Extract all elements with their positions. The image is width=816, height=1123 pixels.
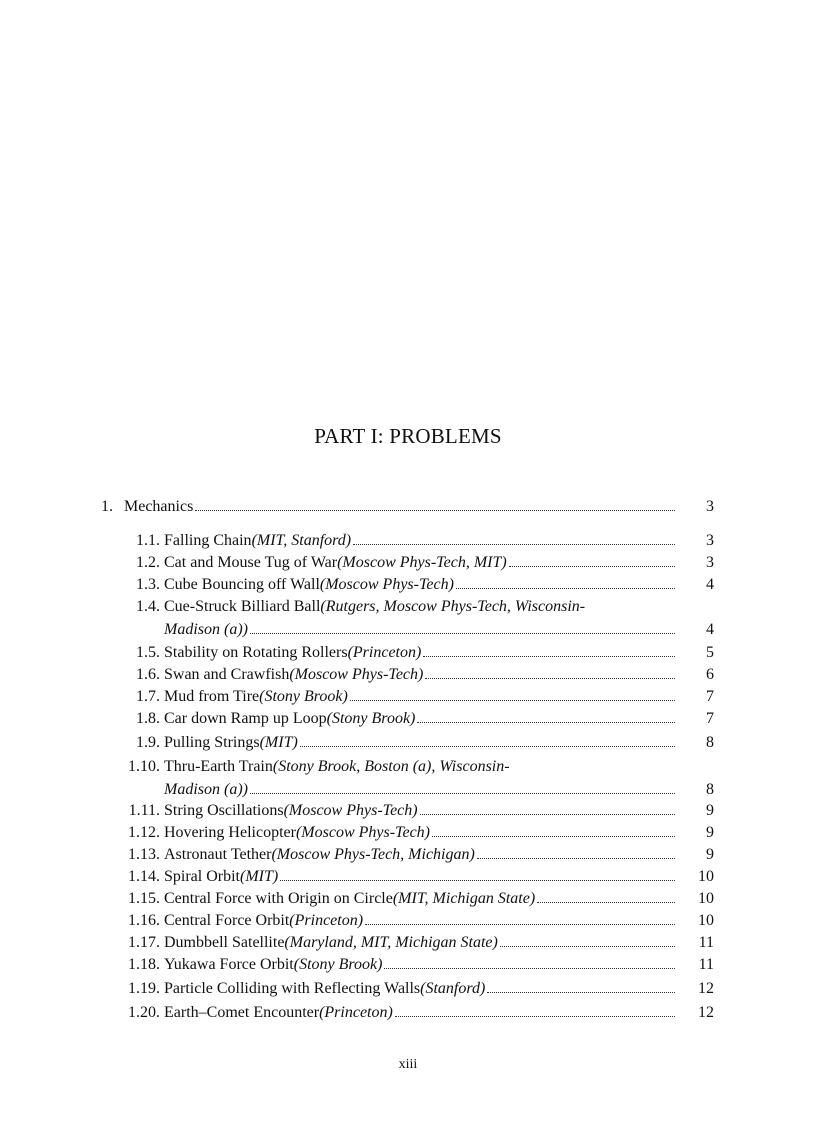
chapter-page: 3 xyxy=(706,498,714,515)
entry-page: 10 xyxy=(698,890,714,907)
entry-number: 1.10. xyxy=(128,758,160,775)
toc-entry-continuation[interactable] xyxy=(0,620,816,642)
leader-dots xyxy=(250,632,675,634)
entry-title-line xyxy=(164,531,677,551)
entry-title: Spiral Orbit xyxy=(164,868,240,885)
entry-institutions: (Moscow Phys-Tech) xyxy=(319,576,454,593)
leader-dots xyxy=(250,792,675,794)
entry-institutions: (Moscow Phys-Tech, MIT) xyxy=(337,554,507,571)
chapter-row[interactable] xyxy=(0,497,816,519)
entry-page: 7 xyxy=(706,710,714,727)
toc-entry[interactable] xyxy=(0,553,816,575)
entry-institutions: (Stony Brook, Boston (a), Wisconsin- xyxy=(272,758,510,775)
leader-dots xyxy=(417,721,675,723)
entry-number: 1.5. xyxy=(136,644,160,661)
toc-entry[interactable] xyxy=(0,801,816,823)
entry-title-line xyxy=(164,733,677,753)
page-number: xiii xyxy=(398,1057,418,1072)
entry-title: Cube Bouncing off Wall xyxy=(164,576,320,593)
entry-number: 1.15. xyxy=(128,890,160,907)
entry-page: 9 xyxy=(706,802,714,819)
entry-number: 1.7. xyxy=(136,688,160,705)
leader-dots xyxy=(353,543,675,545)
toc-entry[interactable] xyxy=(0,757,816,779)
leader-dots xyxy=(280,879,675,881)
leader-dots xyxy=(477,857,675,859)
leader-dots xyxy=(456,587,675,589)
leader-dots xyxy=(537,901,675,903)
entry-page: 12 xyxy=(698,1004,714,1021)
entry-title: Cue-Struck Billiard Ball xyxy=(164,598,321,615)
entry-title: Stability on Rotating Rollers xyxy=(164,644,348,661)
entry-page: 6 xyxy=(706,666,714,683)
toc-entry[interactable] xyxy=(0,955,816,977)
chapter-title-line xyxy=(124,497,677,517)
toc-entry[interactable] xyxy=(0,597,816,619)
chapter-title: Mechanics xyxy=(124,498,194,515)
entry-title: String Oscillations xyxy=(164,802,284,819)
leader-dots xyxy=(425,677,675,679)
entry-number: 1.18. xyxy=(128,956,160,973)
entry-number: 1.6. xyxy=(136,666,160,683)
entry-title: Hovering Helicopter xyxy=(164,824,296,841)
entry-title: Dumbbell Satellite xyxy=(164,934,285,951)
leader-dots xyxy=(423,655,675,657)
entry-title: Mud from Tire xyxy=(164,688,260,705)
entry-institutions: (Stony Brook) xyxy=(293,956,383,973)
entry-institutions: (Stanford) xyxy=(420,980,486,997)
entry-institutions: (MIT) xyxy=(259,734,298,751)
entry-title-line xyxy=(164,979,677,999)
toc-entry[interactable] xyxy=(0,823,816,845)
entry-title-line xyxy=(164,575,677,595)
entry-title-line xyxy=(164,780,677,800)
entry-title-line xyxy=(164,911,677,931)
toc-entry[interactable] xyxy=(0,1003,816,1025)
leader-dots xyxy=(384,967,675,969)
entry-institutions: (Rutgers, Moscow Phys-Tech, Wisconsin- xyxy=(320,598,586,615)
entry-number: 1.19. xyxy=(128,980,160,997)
entry-page: 4 xyxy=(706,621,714,638)
leader-dots xyxy=(487,991,675,993)
entry-title-line xyxy=(164,709,677,729)
entry-title-line xyxy=(164,687,677,707)
toc-entry[interactable] xyxy=(0,709,816,731)
entry-page: 7 xyxy=(706,688,714,705)
leader-dots xyxy=(420,813,675,815)
entry-title-line xyxy=(164,757,677,777)
toc-entry[interactable] xyxy=(0,733,816,755)
entry-page: 10 xyxy=(698,868,714,885)
entry-title: Cat and Mouse Tug of War xyxy=(164,554,338,571)
entry-institutions: (Moscow Phys-Tech) xyxy=(289,666,424,683)
entry-title-line xyxy=(164,665,677,685)
entry-institutions: (Stony Brook) xyxy=(326,710,416,727)
entry-title: Central Force Orbit xyxy=(164,912,290,929)
toc-entry[interactable] xyxy=(0,687,816,709)
toc-entry[interactable] xyxy=(0,979,816,1001)
entry-title-line xyxy=(164,823,677,843)
entry-title: Falling Chain xyxy=(164,532,252,549)
entry-title-line xyxy=(164,955,677,975)
entry-page: 10 xyxy=(698,912,714,929)
toc-entry[interactable] xyxy=(0,665,816,687)
entry-number: 1.16. xyxy=(128,912,160,929)
entry-title-line xyxy=(164,933,677,953)
chapter-number: 1. xyxy=(101,498,113,515)
entry-title: Central Force with Origin on Circle xyxy=(164,890,393,907)
entry-number: 1.8. xyxy=(136,710,160,727)
entry-title-line xyxy=(164,1003,677,1023)
entry-title-line xyxy=(164,889,677,909)
leader-dots xyxy=(500,945,675,947)
entry-title: Earth–Comet Encounter xyxy=(164,1004,320,1021)
entry-page: 9 xyxy=(706,824,714,841)
entry-institutions: (Maryland, MIT, Michigan State) xyxy=(284,934,498,951)
entry-page: 11 xyxy=(698,956,714,973)
entry-page: 9 xyxy=(706,846,714,863)
toc-entry[interactable] xyxy=(0,845,816,867)
entry-institutions-continued: Madison (a)) xyxy=(164,621,248,638)
entry-title: Particle Colliding with Reflecting Walls xyxy=(164,980,421,997)
leader-dots xyxy=(350,699,675,701)
toc-entry[interactable] xyxy=(0,575,816,597)
entry-number: 1.17. xyxy=(128,934,160,951)
entry-number: 1.4. xyxy=(136,598,160,615)
entry-page: 3 xyxy=(706,554,714,571)
entry-title: Pulling Strings xyxy=(164,734,260,751)
entry-institutions: (Princeton) xyxy=(289,912,364,929)
entry-institutions: (Moscow Phys-Tech) xyxy=(283,802,418,819)
toc-entry[interactable] xyxy=(0,867,816,889)
entry-title: Car down Ramp up Loop xyxy=(164,710,327,727)
part-title: PART I: PROBLEMS xyxy=(314,424,502,448)
entry-title: Thru-Earth Train xyxy=(164,758,273,775)
entry-institutions: (MIT, Michigan State) xyxy=(392,890,536,907)
entry-page: 12 xyxy=(698,980,714,997)
entry-title-line xyxy=(164,597,677,617)
entry-title: Swan and Crawfish xyxy=(164,666,290,683)
entry-institutions: (Moscow Phys-Tech, Michigan) xyxy=(271,846,475,863)
entry-number: 1.9. xyxy=(136,734,160,751)
entry-title: Astronaut Tether xyxy=(164,846,272,863)
entry-number: 1.13. xyxy=(128,846,160,863)
entry-number: 1.12. xyxy=(128,824,160,841)
entry-title-line xyxy=(164,643,677,663)
entry-page: 4 xyxy=(706,576,714,593)
entry-title-line xyxy=(164,620,677,640)
leader-dots xyxy=(432,835,675,837)
leader-dots xyxy=(509,565,675,567)
entry-number: 1.20. xyxy=(128,1004,160,1021)
entry-institutions-continued: Madison (a)) xyxy=(164,781,248,798)
toc-entry[interactable] xyxy=(0,933,816,955)
entry-page: 8 xyxy=(706,781,714,798)
entry-institutions: (MIT, Stanford) xyxy=(251,532,352,549)
entry-title-line xyxy=(164,867,677,887)
entry-number: 1.11. xyxy=(128,802,160,819)
leader-dots xyxy=(395,1015,675,1017)
toc-entry[interactable] xyxy=(0,531,816,553)
entry-institutions: (Princeton) xyxy=(319,1004,393,1021)
entry-number: 1.3. xyxy=(136,576,160,593)
entry-title-line xyxy=(164,553,677,573)
toc-entry[interactable] xyxy=(0,911,816,933)
leader-dots xyxy=(300,745,675,747)
entry-number: 1.1. xyxy=(136,532,160,549)
entry-page: 3 xyxy=(706,532,714,549)
entry-page: 5 xyxy=(706,644,714,661)
entry-page: 11 xyxy=(698,934,714,951)
leader-dots xyxy=(195,509,675,511)
toc-entry[interactable] xyxy=(0,643,816,665)
entry-page: 8 xyxy=(706,734,714,751)
entry-institutions: (Moscow Phys-Tech) xyxy=(295,824,430,841)
entry-institutions: (MIT) xyxy=(240,868,279,885)
entry-institutions: (Princeton) xyxy=(347,644,422,661)
entry-title: Yukawa Force Orbit xyxy=(164,956,294,973)
entry-institutions: (Stony Brook) xyxy=(259,688,348,705)
toc-entry[interactable] xyxy=(0,889,816,911)
entry-number: 1.14. xyxy=(128,868,160,885)
entry-title-line xyxy=(164,801,677,821)
toc-entry-continuation[interactable] xyxy=(0,780,816,802)
leader-dots xyxy=(365,923,675,925)
entry-title-line xyxy=(164,845,677,865)
entry-number: 1.2. xyxy=(136,554,160,571)
